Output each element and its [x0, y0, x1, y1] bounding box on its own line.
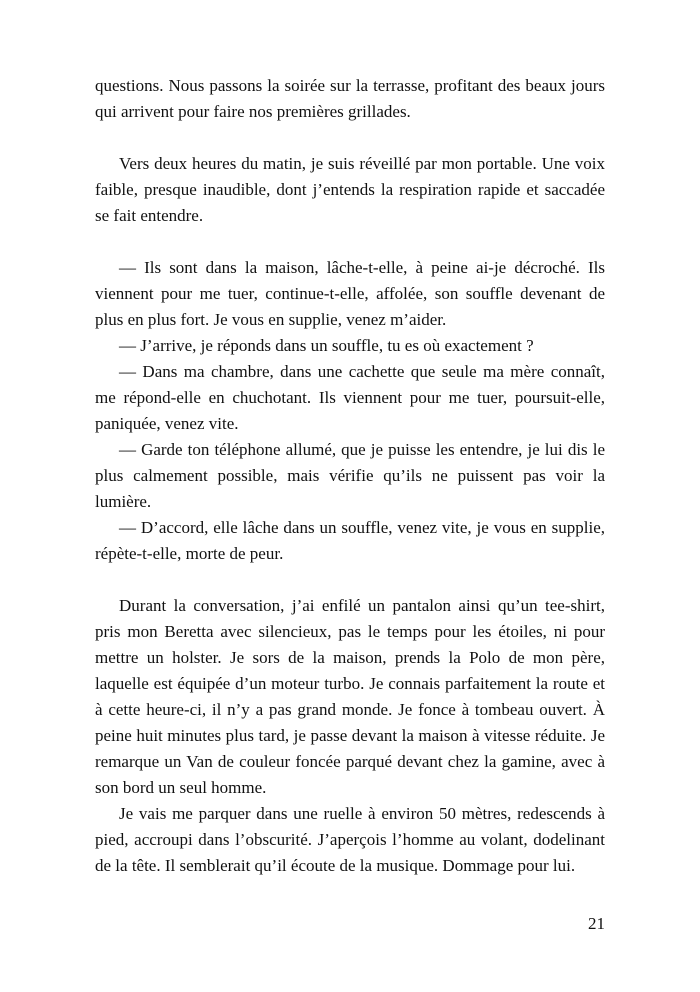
paragraph: questions. Nous passons la soirée sur la terrasse, profitant des beaux jours qui arrivent pour faire nos premières grillades.: [95, 76, 605, 121]
body-text: [95, 73, 605, 879]
page-number: 21: [588, 914, 605, 933]
dialogue-line: — Garde ton téléphone allumé, que je puisse les entendre, je lui dis le plus calmement possible, mais vérifie qu’ils ne puissent pas voir la lumière.: [95, 440, 605, 511]
dialogue-line: — Ils sont dans la maison, lâche-t-elle, à peine ai-je décroché. Ils viennent pour me tuer, continue-t-elle, affolée, son souffle devenant de plus en plus fort. Je vous en supplie, venez m’aider.: [95, 258, 605, 329]
paragraph: Je vais me parquer dans une ruelle à environ 50 mètres, redescends à pied, accroupi dans l’obscurité. J’aperçois l’homme au volant, dodelinant de la tête. Il semblerait qu’il écoute de la musique. Dommage pour lui.: [95, 804, 605, 875]
dialogue-line: — D’accord, elle lâche dans un souffle, venez vite, je vous en supplie, répète-t-elle, morte de peur.: [95, 518, 605, 563]
paragraph: Vers deux heures du matin, je suis réveillé par mon portable. Une voix faible, presque inaudible, dont j’entends la respiration rapide et saccadée se fait entendre.: [95, 154, 605, 225]
dialogue-line: — J’arrive, je réponds dans un souffle, tu es où exactement ?: [119, 336, 534, 355]
dialogue-line: — Dans ma chambre, dans une cachette que seule ma mère connaît, me répond-elle en chuchotant. Ils viennent pour me tuer, poursuit-elle, paniquée, venez vite.: [95, 362, 605, 433]
paragraph: Durant la conversation, j’ai enfilé un pantalon ainsi qu’un tee-shirt, pris mon Beretta avec silencieux, pas le temps pour les étoiles, ni pour mettre un holster. Je sors de la maison, prends la Polo de mon père, laquelle est équipée d’un moteur turbo. Je connais parfaitement la route et à cette heure-ci, il n’y a pas grand monde. Je fonce à tombeau ouvert. À peine huit minutes plus tard, je passe devant la maison à vitesse réduite. Je remarque un Van de couleur foncée parqué devant chez la gamine, avec à son bord un seul homme.: [95, 596, 605, 797]
